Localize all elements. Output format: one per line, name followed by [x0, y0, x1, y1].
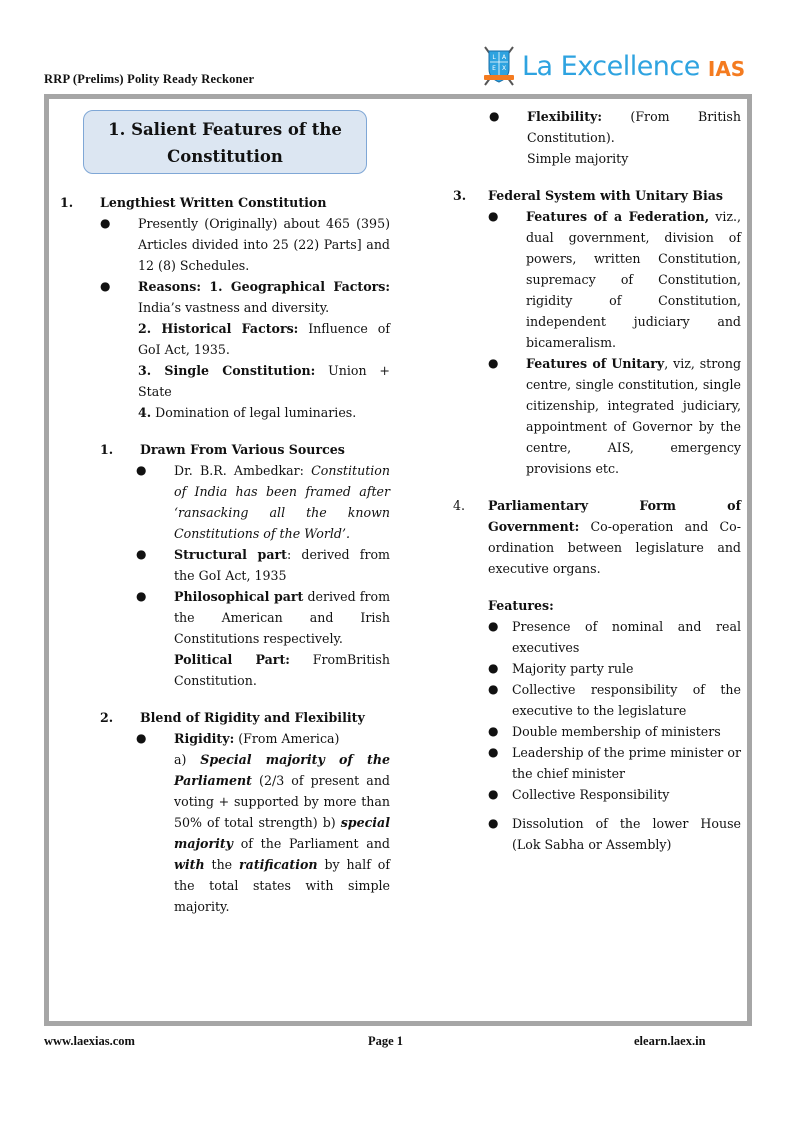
list-item-text [526, 353, 741, 479]
list-item-text [526, 206, 741, 353]
section-heading [60, 192, 390, 213]
bullet-icon: ● [488, 209, 499, 223]
document-title: RRP (Prelims) Polity Ready Reckoner [44, 72, 255, 86]
text: the [204, 857, 240, 872]
feature-item [488, 616, 741, 658]
bullet-icon: ● [136, 463, 147, 477]
text: (From British Constitution). [527, 109, 741, 145]
label: 2. Historical Factors: [138, 321, 299, 336]
section-title: Lengthiest Written Constitution [100, 195, 327, 210]
section-title: Drawn From Various Sources [140, 442, 345, 457]
features-list [488, 616, 741, 855]
list-item [136, 460, 390, 544]
logo-wordmark: La Excellence [522, 50, 700, 82]
list-item [100, 213, 390, 276]
text: by half of the total states with simple majority. [174, 857, 390, 914]
list-item [136, 586, 390, 691]
text: Influence of GoI Act, 1935. [138, 321, 390, 357]
feature-item [488, 679, 741, 721]
feature-text: Presence of nominal and real executives [512, 619, 741, 655]
text: : derived from the GoI Act, 1935 [174, 547, 390, 583]
bullet-icon: ● [100, 216, 111, 230]
list-item-text [174, 728, 390, 917]
section-number: 4. [453, 498, 466, 513]
label: Structural part [174, 547, 287, 562]
chapter-title: 1. Salient Features of the Constitution [83, 110, 367, 174]
label: Political Part: [174, 652, 290, 667]
list-item-text [138, 276, 390, 423]
feature-item [488, 658, 741, 679]
feature-text: Collective Responsibility [512, 787, 670, 802]
label: Features of Unitary [526, 356, 665, 371]
bullet-icon: ● [488, 661, 499, 675]
logo-suffix: IAS [707, 57, 746, 81]
section-number: 3. [453, 188, 467, 203]
text: viz., dual government, division of powers, written Constitution, supremacy of Constitution, rigidity of Constitution, independent judiciary and bicameralism. [526, 209, 741, 350]
label: Philosophical part [174, 589, 304, 604]
feature-item [488, 813, 741, 855]
text: (2/3 of present and voting + supported by more than 50% of total strength) b) [174, 773, 390, 830]
page-number: Page 1 [368, 1034, 404, 1048]
feature-item [488, 784, 741, 805]
text: (From America) [234, 731, 340, 746]
section-number: 1. [100, 442, 114, 457]
text: , viz, strong centre, single constitution, single citizenship, integrated judiciary, appointment of Governor by the centre, AIS, emergency provisions etc. [526, 356, 742, 476]
bullet-icon: ● [488, 682, 499, 696]
list-item [488, 206, 741, 353]
text: FromBritish Constitution. [174, 652, 390, 688]
quote: Constitution of India has been framed after ‘ransacking all the known Constitutions of the World’. [174, 463, 390, 541]
section-heading [453, 495, 741, 579]
section-number: 2. [100, 710, 114, 725]
list-item [100, 276, 390, 423]
bullet-icon: ● [488, 356, 499, 370]
text: of the Parliament and [233, 836, 390, 851]
right-column [453, 106, 741, 855]
bullet-icon: ● [488, 816, 499, 830]
label: Rigidity: [174, 731, 235, 746]
emphasis: Special majority of the Parliament [174, 752, 390, 788]
bullet-icon: ● [136, 731, 147, 745]
bullet-icon: ● [488, 619, 499, 633]
label: 3. Single Constitution: [138, 363, 316, 378]
bullet-icon: ● [488, 724, 499, 738]
feature-item [488, 721, 741, 742]
shield-crest-icon [482, 45, 516, 87]
svg-text:L: L [492, 54, 496, 61]
section-title: Federal System with Unitary Bias [488, 188, 723, 203]
left-column [60, 192, 390, 917]
section-number: 1. [60, 195, 74, 210]
bullet-icon: ● [136, 547, 147, 561]
list-item-text [174, 586, 390, 691]
text: India’s vastness and diversity. [138, 300, 330, 315]
text: Union + State [138, 363, 390, 399]
label: Features of a Federation, [526, 209, 710, 224]
label: Flexibility: [527, 109, 602, 124]
footer-elearn: elearn.laex.in [634, 1034, 706, 1048]
footer-website: www.laexias.com [44, 1034, 135, 1048]
text: Co-operation and Co-ordination between legislature and executive organs. [488, 519, 741, 576]
list-item [489, 106, 741, 169]
bullet-icon: ● [489, 109, 500, 123]
bullet-icon: ● [488, 745, 499, 759]
text: Domination of legal luminaries. [151, 405, 357, 420]
label: Reasons: 1. Geographical Factors: [138, 279, 390, 294]
svg-text:E: E [492, 65, 496, 72]
section-body [488, 495, 741, 579]
svg-text:A: A [501, 54, 507, 61]
list-item-text: Presently (Originally) about 465 (395) Articles divided into 25 (22) Parts] and 12 (8) Schedules. [138, 216, 390, 273]
text: Simple majority [527, 151, 629, 166]
emphasis: with [174, 857, 205, 872]
list-item [488, 353, 741, 479]
bullet-icon: ● [100, 279, 111, 293]
feature-text: Leadership of the prime minister or the chief minister [512, 745, 741, 781]
svg-text:X: X [501, 65, 507, 72]
feature-text: Collective responsibility of the executive to the legislature [512, 682, 741, 718]
feature-text: Majority party rule [512, 661, 634, 676]
text: derived from the American and Irish Constitutions respectively. [174, 589, 391, 646]
section-title: Parliamentary Form of Government: [488, 498, 741, 534]
feature-text: Double membership of ministers [512, 724, 721, 739]
list-item [136, 728, 390, 917]
bullet-icon: ● [136, 589, 147, 603]
feature-item [488, 742, 741, 784]
list-item [136, 544, 390, 586]
label: 4. [138, 405, 152, 420]
list-item-text [174, 460, 390, 544]
section-heading [100, 707, 390, 728]
brand-logo [482, 44, 745, 88]
text: Dr. B.R. Ambedkar: [174, 463, 304, 478]
section-heading [100, 439, 390, 460]
list-item-text [527, 106, 741, 169]
feature-text: Dissolution of the lower House (Lok Sabha or Assembly) [512, 816, 741, 852]
emphasis: ratification [239, 857, 318, 872]
section-title: Blend of Rigidity and Flexibility [140, 710, 365, 725]
bullet-icon: ● [488, 787, 499, 801]
emphasis: special majority [174, 815, 390, 851]
section-heading [453, 185, 741, 206]
list-item-text [174, 544, 390, 586]
features-label: Features: [488, 598, 554, 613]
text: a) [174, 752, 201, 767]
